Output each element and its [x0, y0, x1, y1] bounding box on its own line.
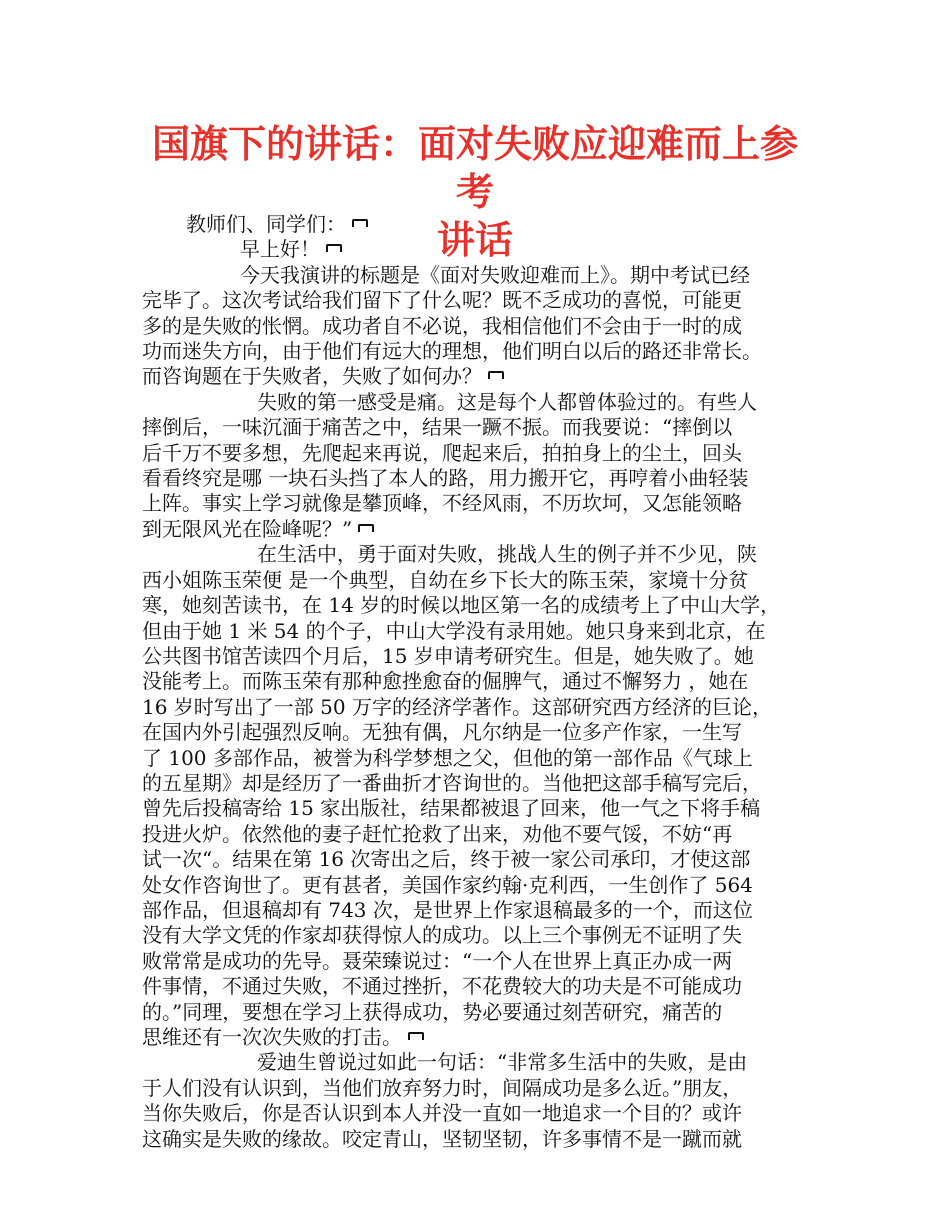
text-line [142, 237, 827, 262]
document-body [142, 212, 827, 1152]
text-line: 了 100 多部作品，被誉为科学梦想之父，但他的第一部作品《气球上 [142, 745, 753, 770]
text-line: 当你失败后，你是否认识到本人并没一直如一地追求一个目的？或许 [142, 1101, 742, 1126]
text-line: 功而迷失方向，由于他们有远大的理想，他们明白以后的路还非常长。 [142, 339, 762, 364]
paragraph-return-icon [352, 219, 370, 229]
text-line: 于人们没有认识到，当他们放弃努力时，间隔成功是多么近。”朋友， [142, 1075, 743, 1100]
text-line [142, 1025, 827, 1050]
greeting-paragraph [142, 212, 827, 263]
title-line-2: 讲话 [436, 218, 513, 262]
text-line [142, 212, 827, 237]
text-line: 部作品，但退稿却有 743 次，是世界上作家退稿最多的一个，而这位 [142, 897, 753, 922]
text-line: 今天我演讲的标题是《面对失败迎难而上》。期中考试已经 [240, 262, 750, 287]
text-line: 试一次“。结果在第 16 次寄出之后，终于被一家公司承印，才使这部 [142, 847, 751, 872]
text-line: 公共图书馆苦读四个月后，15 岁申请考研究生。但是，她失败了。她 [142, 643, 754, 668]
text-line: 多的是失败的怅惘。成功者自不必说，我相信他们不会由于一时的成 [142, 313, 742, 338]
text-line: 的。”同理，要想在学习上获得成功，势必要通过刻苦研究，痛苦的 [142, 999, 723, 1024]
text-line: 处女作咨询世了。更有甚者，美国作家约翰·克利西，一生创作了 564 [142, 872, 753, 897]
text-line [142, 517, 827, 542]
paragraph-3 [142, 542, 827, 1050]
text-line: 在生活中，勇于面对失败，挑战人生的例子并不少见，陕 [257, 542, 757, 567]
text-line: 失败的第一感受是痛。这是每个人都曾体验过的。有些人 [257, 389, 757, 414]
text-line: 在国内外引起强烈反响。无独有偶，凡尔纳是一位多产作家，一生写 [142, 720, 742, 745]
paragraph-2 [142, 390, 827, 542]
paragraph-return-icon [408, 1032, 426, 1042]
text-line: 没能考上。而陈玉荣有那种愈挫愈奋的倔脾气，通过不懈努力 ，她在 [142, 669, 749, 694]
line-text: 到无限风光在险峰呢？” [142, 516, 353, 541]
title-line-1: 国旗下的讲话：面对失败应迎难而上参考 [151, 122, 798, 214]
text-line: 爱迪生曾说过如此一句话：“非常多生活中的失败，是由 [257, 1050, 748, 1075]
text-line: 寒，她刻苦读书，在 14 岁的时候以地区第一名的成绩考上了中山大学， [142, 593, 781, 618]
paragraph-return-icon [488, 371, 506, 381]
text-line: 的五星期》却是经历了一番曲折才咨询世的。当他把这部手稿写完后， [142, 770, 762, 795]
text-line: 16 岁时写出了一部 50 万字的经济学著作。这部研究西方经济的巨论， [142, 694, 772, 719]
text-line: 但由于她 1 米 54 的个子，中山大学没有录用她。她只身来到北京，在 [142, 618, 766, 643]
text-line: 件事情，不通过失败，不通过挫折，不花费较大的功夫是不可能成功 [142, 974, 742, 999]
paragraph-1 [142, 263, 827, 390]
text-line: 看看终究是哪 一块石头挡了本人的路，用力搬开它，再哼着小曲轻装 [142, 466, 749, 491]
greeting-text: 早上好！ [240, 237, 320, 262]
text-line: 完毕了。这次考试给我们留下了什么呢？既不乏成功的喜悦，可能更 [142, 288, 742, 313]
text-line: 上阵。事实上学习就像是攀顶峰，不经风雨，不历坎坷，又怎能领略 [142, 491, 742, 516]
greeting-text: 教师们、同学们： [186, 212, 346, 236]
text-line: 这确实是失败的缘故。咬定青山，坚韧坚韧，许多事情不是一蹴而就 [142, 1126, 742, 1151]
text-line: 投进火炉。依然他的妻子赶忙抢救了出来，劝他不要气馁，不妨“再 [142, 821, 733, 846]
text-line: 后千万不要多想，先爬起来再说，爬起来后，拍拍身上的尘土，回头 [142, 440, 742, 465]
paragraph-return-icon [358, 524, 376, 534]
line-text: 而咨询题在于失败者，失败了如何办？ [142, 364, 482, 389]
line-text: 思维还有一次次失败的打击。 [142, 1025, 402, 1049]
paragraph-return-icon [326, 244, 344, 254]
text-line: 曾先后投稿寄给 15 家出版社，结果都被退了回来，他一气之下将手稿 [142, 796, 761, 821]
text-line [142, 364, 827, 389]
text-line: 没有大学文凭的作家却获得惊人的成功。以上三个事例无不证明了失 [142, 923, 742, 948]
text-line: 败常常是成功的先导。聂荣臻说过：“一个人在世界上真正办成一两 [142, 948, 733, 973]
text-line: 西小姐陈玉荣便 是一个典型，自幼在乡下长大的陈玉荣，家境十分贫 [142, 567, 749, 592]
text-line: 摔倒后，一味沉湎于痛苦之中，结果一蹶不振。而我要说：“摔倒以 [142, 415, 733, 440]
paragraph-4 [142, 1050, 827, 1152]
